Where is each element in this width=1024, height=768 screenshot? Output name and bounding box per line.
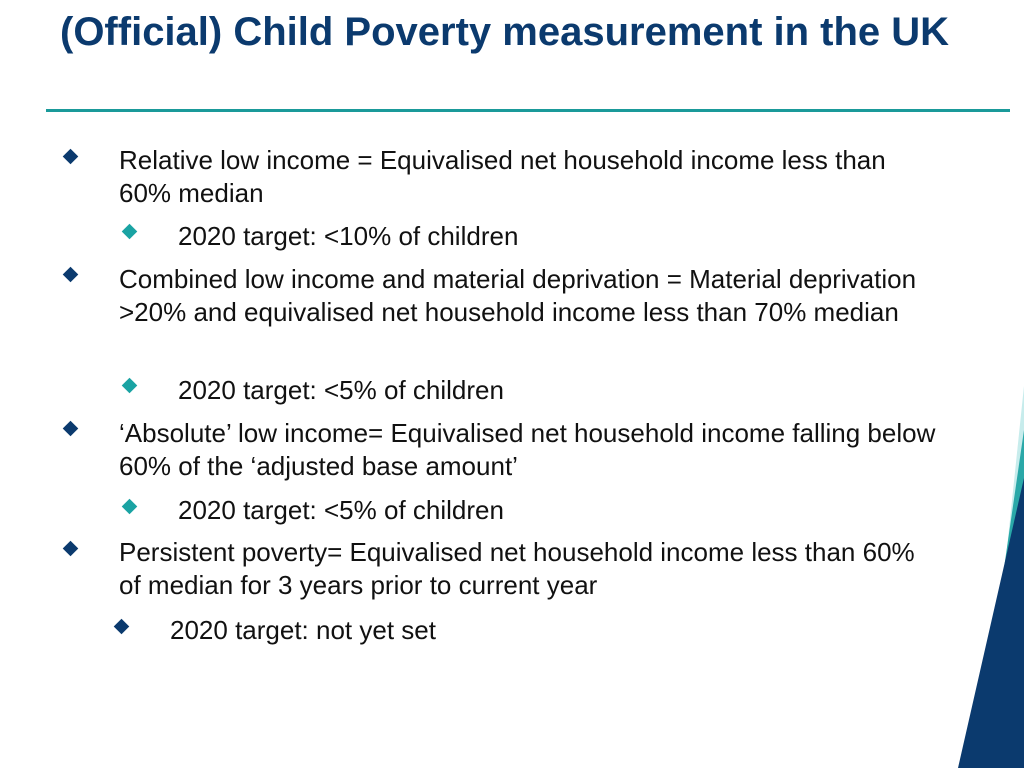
bullet-text: Persistent poverty= Equivalised net household income less than 60% of median for 3 years prior to current year [119, 537, 915, 600]
bullet-text: ‘Absolute’ low income= Equivalised net household income falling below 60% of the ‘adjusted base amount’ [119, 418, 936, 481]
sub-bullet-text: 2020 target: <10% of children [178, 221, 519, 251]
sub-bullet-text: 2020 target: <5% of children [178, 375, 504, 405]
bullet-text: Combined low income and material deprivation = Material deprivation >20% and equivalised net household income less than 70% median [119, 264, 917, 327]
sub-bullet-text: 2020 target: <5% of children [178, 495, 504, 525]
sub-bullet-text: 2020 target: not yet set [170, 615, 436, 645]
bullet-text: Relative low income = Equivalised net household income less than 60% median [119, 145, 886, 208]
slide-title: (Official) Child Poverty measurement in the UK [60, 10, 950, 54]
